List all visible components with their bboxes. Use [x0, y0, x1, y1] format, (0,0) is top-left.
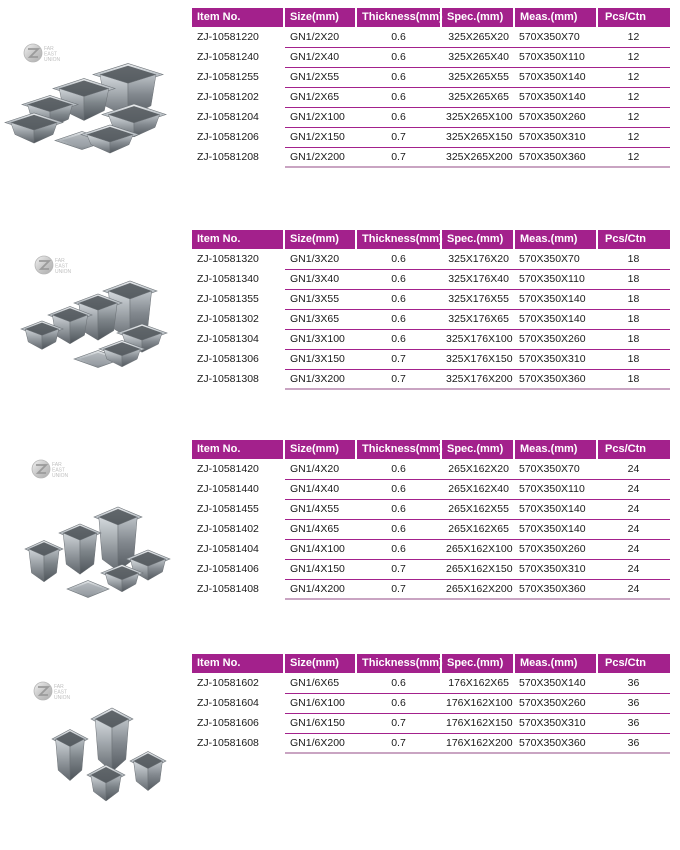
- table-row: [192, 269, 670, 289]
- cell-thickness: 0.6: [356, 693, 441, 713]
- cell-item-no: ZJ-10581240: [192, 47, 284, 67]
- cell-spec: 265X162X150: [441, 559, 514, 579]
- cell-meas: 570X350X140: [514, 289, 597, 309]
- cell-size: GN1/2X40: [284, 47, 356, 67]
- cell-meas: 570X350X70: [514, 27, 597, 47]
- cell-meas: 570X350X110: [514, 269, 597, 289]
- column-header-th-meas: Meas.(mm): [514, 230, 597, 249]
- product-image-1: [0, 0, 190, 205]
- cell-thickness: 0.7: [356, 559, 441, 579]
- column-header-th-spec: Spec.(mm): [441, 440, 514, 459]
- cell-spec: 325X176X40: [441, 269, 514, 289]
- cell-thickness: 0.7: [356, 127, 441, 147]
- cell-size: GN1/6X100: [284, 693, 356, 713]
- column-header-th-meas: Meas.(mm): [514, 440, 597, 459]
- cell-thickness: 0.6: [356, 107, 441, 127]
- cell-size: GN1/4X20: [284, 459, 356, 479]
- product-block: [0, 432, 680, 650]
- cell-thickness: 0.7: [356, 369, 441, 389]
- stainless-steel-pan-photo: [2, 652, 188, 850]
- watermark-logo: [30, 456, 76, 482]
- cell-spec: 325X265X40: [441, 47, 514, 67]
- cell-meas: 570X350X360: [514, 733, 597, 753]
- cell-meas: 570X350X140: [514, 67, 597, 87]
- spec-table: [192, 440, 670, 600]
- cell-size: GN1/2X65: [284, 87, 356, 107]
- cell-size: GN1/3X100: [284, 329, 356, 349]
- svg-text:EAST: EAST: [52, 467, 66, 474]
- table-row: [192, 309, 670, 329]
- table-row: [192, 539, 670, 559]
- svg-text:EAST: EAST: [54, 689, 68, 696]
- spec-table-wrapper: [192, 230, 670, 390]
- cell-size: GN1/2X150: [284, 127, 356, 147]
- cell-size: GN1/4X150: [284, 559, 356, 579]
- table-header-row: [192, 230, 670, 249]
- cell-pcs-per-carton: 24: [597, 519, 670, 539]
- cell-spec: 265X162X65: [441, 519, 514, 539]
- cell-spec: 265X162X100: [441, 539, 514, 559]
- cell-size: GN1/3X55: [284, 289, 356, 309]
- column-header-th-thick: Thickness(mm): [356, 8, 441, 27]
- svg-text:UNION: UNION: [55, 269, 72, 275]
- cell-spec: 265X162X55: [441, 499, 514, 519]
- cell-item-no: ZJ-10581402: [192, 519, 284, 539]
- cell-spec: 176X162X100: [441, 693, 514, 713]
- svg-text:UNION: UNION: [44, 57, 61, 63]
- cell-meas: 570X350X140: [514, 519, 597, 539]
- cell-size: GN1/6X200: [284, 733, 356, 753]
- cell-pcs-per-carton: 18: [597, 269, 670, 289]
- cell-meas: 570X350X110: [514, 479, 597, 499]
- cell-item-no: ZJ-10581308: [192, 369, 284, 389]
- cell-meas: 570X350X260: [514, 329, 597, 349]
- cell-pcs-per-carton: 18: [597, 289, 670, 309]
- cell-thickness: 0.7: [356, 349, 441, 369]
- cell-spec: 176X162X200: [441, 733, 514, 753]
- table-row: [192, 559, 670, 579]
- cell-meas: 570X350X70: [514, 459, 597, 479]
- cell-item-no: ZJ-10581208: [192, 147, 284, 167]
- cell-item-no: ZJ-10581306: [192, 349, 284, 369]
- spec-table: [192, 8, 670, 168]
- cell-size: GN1/4X65: [284, 519, 356, 539]
- table-row: [192, 27, 670, 47]
- stainless-steel-pan-photo: [2, 212, 188, 430]
- cell-item-no: ZJ-10581340: [192, 269, 284, 289]
- column-header-th-thick: Thickness(mm): [356, 654, 441, 673]
- cell-pcs-per-carton: 36: [597, 713, 670, 733]
- spec-table: [192, 230, 670, 390]
- cell-meas: 570X350X310: [514, 349, 597, 369]
- svg-text:UNION: UNION: [52, 473, 69, 479]
- table-row: [192, 713, 670, 733]
- cell-meas: 570X350X310: [514, 127, 597, 147]
- cell-item-no: ZJ-10581202: [192, 87, 284, 107]
- cell-size: GN1/4X55: [284, 499, 356, 519]
- column-header-th-size: Size(mm): [284, 230, 356, 249]
- column-header-th-item: Item No.: [192, 440, 284, 459]
- cell-item-no: ZJ-10581455: [192, 499, 284, 519]
- table-row: [192, 289, 670, 309]
- column-header-th-spec: Spec.(mm): [441, 230, 514, 249]
- cell-pcs-per-carton: 18: [597, 349, 670, 369]
- cell-spec: 176X162X65: [441, 673, 514, 693]
- cell-thickness: 0.6: [356, 27, 441, 47]
- column-header-th-pcs: Pcs/Ctn: [597, 654, 670, 673]
- cell-pcs-per-carton: 12: [597, 47, 670, 67]
- cell-spec: 325X176X100: [441, 329, 514, 349]
- cell-spec: 265X162X40: [441, 479, 514, 499]
- cell-pcs-per-carton: 24: [597, 499, 670, 519]
- cell-thickness: 0.6: [356, 329, 441, 349]
- product-image-3: [0, 432, 190, 650]
- cell-item-no: ZJ-10581440: [192, 479, 284, 499]
- cell-thickness: 0.7: [356, 713, 441, 733]
- cell-size: GN1/3X65: [284, 309, 356, 329]
- svg-text:FAR: FAR: [52, 462, 62, 468]
- watermark-logo: [33, 252, 79, 278]
- spec-table-wrapper: [192, 8, 670, 168]
- cell-item-no: ZJ-10581255: [192, 67, 284, 87]
- table-row: [192, 369, 670, 389]
- cell-size: GN1/3X200: [284, 369, 356, 389]
- svg-text:EAST: EAST: [44, 51, 58, 58]
- column-header-th-item: Item No.: [192, 8, 284, 27]
- table-row: [192, 87, 670, 107]
- cell-pcs-per-carton: 24: [597, 539, 670, 559]
- cell-spec: 325X265X200: [441, 147, 514, 167]
- column-header-th-pcs: Pcs/Ctn: [597, 230, 670, 249]
- cell-pcs-per-carton: 36: [597, 733, 670, 753]
- product-block: [0, 0, 680, 205]
- cell-thickness: 0.6: [356, 673, 441, 693]
- column-header-th-size: Size(mm): [284, 440, 356, 459]
- cell-spec: 325X265X20: [441, 27, 514, 47]
- table-row: [192, 673, 670, 693]
- cell-pcs-per-carton: 18: [597, 329, 670, 349]
- column-header-th-size: Size(mm): [284, 654, 356, 673]
- cell-size: GN1/6X150: [284, 713, 356, 733]
- svg-text:FAR: FAR: [55, 258, 65, 264]
- cell-meas: 570X350X110: [514, 47, 597, 67]
- cell-size: GN1/2X100: [284, 107, 356, 127]
- cell-pcs-per-carton: 36: [597, 693, 670, 713]
- cell-size: GN1/2X200: [284, 147, 356, 167]
- product-image-4: [0, 652, 190, 850]
- cell-thickness: 0.6: [356, 47, 441, 67]
- cell-pcs-per-carton: 12: [597, 67, 670, 87]
- cell-size: GN1/4X40: [284, 479, 356, 499]
- table-row: [192, 579, 670, 599]
- table-header-row: [192, 654, 670, 673]
- cell-spec: 325X176X65: [441, 309, 514, 329]
- cell-item-no: ZJ-10581606: [192, 713, 284, 733]
- cell-thickness: 0.6: [356, 249, 441, 269]
- cell-thickness: 0.7: [356, 147, 441, 167]
- cell-thickness: 0.7: [356, 733, 441, 753]
- cell-item-no: ZJ-10581302: [192, 309, 284, 329]
- cell-spec: 325X265X55: [441, 67, 514, 87]
- table-row: [192, 67, 670, 87]
- cell-meas: 570X350X260: [514, 693, 597, 713]
- product-block: [0, 212, 680, 430]
- cell-meas: 570X350X310: [514, 713, 597, 733]
- cell-thickness: 0.6: [356, 519, 441, 539]
- cell-spec: 325X176X20: [441, 249, 514, 269]
- cell-pcs-per-carton: 12: [597, 127, 670, 147]
- column-header-th-thick: Thickness(mm): [356, 440, 441, 459]
- table-row: [192, 107, 670, 127]
- column-header-th-pcs: Pcs/Ctn: [597, 440, 670, 459]
- cell-spec: 325X265X100: [441, 107, 514, 127]
- cell-pcs-per-carton: 24: [597, 479, 670, 499]
- cell-spec: 325X265X65: [441, 87, 514, 107]
- spec-table: [192, 654, 670, 754]
- table-row: [192, 733, 670, 753]
- table-row: [192, 329, 670, 349]
- cell-pcs-per-carton: 24: [597, 579, 670, 599]
- cell-item-no: ZJ-10581602: [192, 673, 284, 693]
- watermark-logo: [22, 40, 68, 66]
- product-image-2: [0, 212, 190, 430]
- cell-size: GN1/2X20: [284, 27, 356, 47]
- cell-meas: 570X350X70: [514, 249, 597, 269]
- cell-pcs-per-carton: 36: [597, 673, 670, 693]
- cell-item-no: ZJ-10581206: [192, 127, 284, 147]
- cell-pcs-per-carton: 12: [597, 147, 670, 167]
- cell-meas: 570X350X360: [514, 369, 597, 389]
- table-row: [192, 499, 670, 519]
- cell-item-no: ZJ-10581408: [192, 579, 284, 599]
- cell-thickness: 0.7: [356, 579, 441, 599]
- cell-thickness: 0.6: [356, 67, 441, 87]
- svg-text:UNION: UNION: [54, 695, 71, 701]
- cell-size: GN1/4X200: [284, 579, 356, 599]
- table-header-row: [192, 440, 670, 459]
- svg-text:FAR: FAR: [54, 684, 64, 690]
- table-row: [192, 47, 670, 67]
- table-row: [192, 519, 670, 539]
- cell-pcs-per-carton: 18: [597, 369, 670, 389]
- cell-meas: 570X350X140: [514, 309, 597, 329]
- cell-meas: 570X350X140: [514, 673, 597, 693]
- column-header-th-spec: Spec.(mm): [441, 654, 514, 673]
- table-row: [192, 127, 670, 147]
- cell-meas: 570X350X360: [514, 579, 597, 599]
- stainless-steel-pan-photo: [2, 0, 188, 205]
- svg-text:EAST: EAST: [55, 263, 69, 270]
- cell-thickness: 0.6: [356, 269, 441, 289]
- cell-pcs-per-carton: 18: [597, 249, 670, 269]
- cell-meas: 570X350X310: [514, 559, 597, 579]
- column-header-th-thick: Thickness(mm): [356, 230, 441, 249]
- cell-item-no: ZJ-10581420: [192, 459, 284, 479]
- svg-text:FAR: FAR: [44, 46, 54, 52]
- cell-thickness: 0.6: [356, 539, 441, 559]
- table-row: [192, 693, 670, 713]
- cell-spec: 265X162X20: [441, 459, 514, 479]
- spec-table-wrapper: [192, 654, 670, 754]
- column-header-th-meas: Meas.(mm): [514, 8, 597, 27]
- cell-meas: 570X350X260: [514, 107, 597, 127]
- cell-thickness: 0.6: [356, 309, 441, 329]
- table-row: [192, 349, 670, 369]
- cell-spec: 325X176X200: [441, 369, 514, 389]
- cell-size: GN1/4X100: [284, 539, 356, 559]
- product-block: [0, 652, 680, 850]
- cell-item-no: ZJ-10581406: [192, 559, 284, 579]
- cell-item-no: ZJ-10581404: [192, 539, 284, 559]
- cell-thickness: 0.6: [356, 499, 441, 519]
- cell-item-no: ZJ-10581608: [192, 733, 284, 753]
- cell-meas: 570X350X260: [514, 539, 597, 559]
- cell-size: GN1/3X150: [284, 349, 356, 369]
- cell-item-no: ZJ-10581320: [192, 249, 284, 269]
- cell-pcs-per-carton: 12: [597, 27, 670, 47]
- cell-pcs-per-carton: 12: [597, 107, 670, 127]
- cell-item-no: ZJ-10581220: [192, 27, 284, 47]
- cell-size: GN1/3X40: [284, 269, 356, 289]
- cell-size: GN1/6X65: [284, 673, 356, 693]
- spec-table-wrapper: [192, 440, 670, 600]
- column-header-th-item: Item No.: [192, 654, 284, 673]
- cell-spec: 265X162X200: [441, 579, 514, 599]
- cell-thickness: 0.6: [356, 459, 441, 479]
- cell-item-no: ZJ-10581204: [192, 107, 284, 127]
- cell-spec: 325X265X150: [441, 127, 514, 147]
- column-header-th-item: Item No.: [192, 230, 284, 249]
- cell-item-no: ZJ-10581304: [192, 329, 284, 349]
- table-row: [192, 459, 670, 479]
- cell-size: GN1/2X55: [284, 67, 356, 87]
- cell-pcs-per-carton: 24: [597, 559, 670, 579]
- cell-meas: 570X350X360: [514, 147, 597, 167]
- cell-thickness: 0.6: [356, 289, 441, 309]
- cell-spec: 176X162X150: [441, 713, 514, 733]
- cell-pcs-per-carton: 12: [597, 87, 670, 107]
- column-header-th-pcs: Pcs/Ctn: [597, 8, 670, 27]
- cell-size: GN1/3X20: [284, 249, 356, 269]
- table-header-row: [192, 8, 670, 27]
- cell-pcs-per-carton: 18: [597, 309, 670, 329]
- table-row: [192, 147, 670, 167]
- cell-thickness: 0.6: [356, 479, 441, 499]
- cell-spec: 325X176X150: [441, 349, 514, 369]
- cell-item-no: ZJ-10581604: [192, 693, 284, 713]
- table-row: [192, 249, 670, 269]
- cell-item-no: ZJ-10581355: [192, 289, 284, 309]
- column-header-th-spec: Spec.(mm): [441, 8, 514, 27]
- column-header-th-size: Size(mm): [284, 8, 356, 27]
- cell-spec: 325X176X55: [441, 289, 514, 309]
- column-header-th-meas: Meas.(mm): [514, 654, 597, 673]
- cell-meas: 570X350X140: [514, 87, 597, 107]
- cell-thickness: 0.6: [356, 87, 441, 107]
- cell-pcs-per-carton: 24: [597, 459, 670, 479]
- cell-meas: 570X350X140: [514, 499, 597, 519]
- watermark-logo: [32, 678, 78, 704]
- table-row: [192, 479, 670, 499]
